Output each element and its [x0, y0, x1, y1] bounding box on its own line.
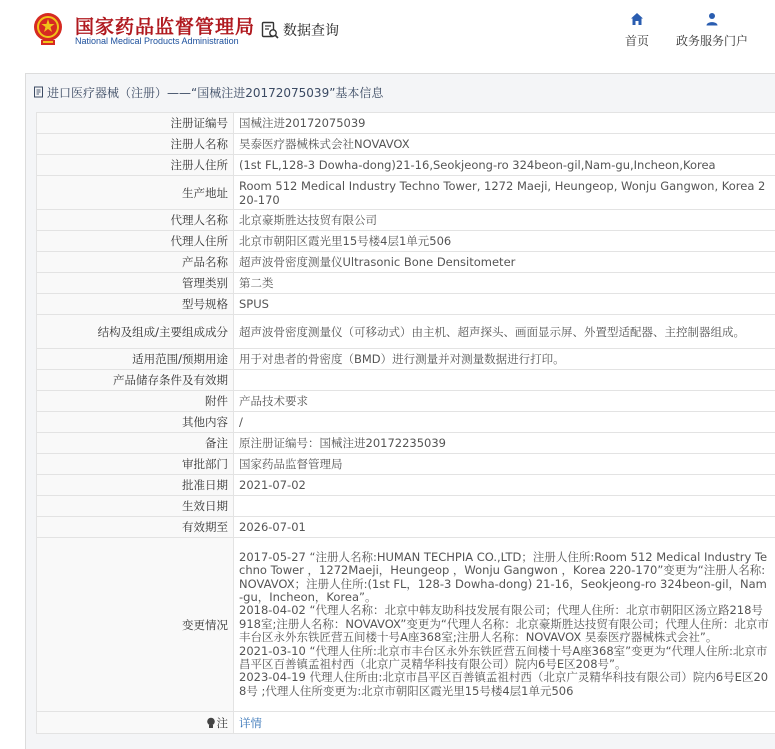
- row-label: 其他内容: [37, 412, 234, 433]
- data-query-icon: [261, 21, 279, 39]
- row-value: 超声波骨密度测量仪Ultrasonic Bone Densitometer: [234, 252, 775, 273]
- row-value: 第二类: [234, 273, 775, 294]
- row-label: 型号规格: [37, 294, 234, 315]
- row-label: 批准日期: [37, 475, 234, 496]
- row-value: (1st FL,128-3 Dowha-dong)21-16,Seokjeong-ro 324beon-gil,Nam-gu,Incheon,Korea: [234, 155, 775, 176]
- table-row: [37, 454, 775, 475]
- row-value: 2021-07-02: [234, 475, 775, 496]
- row-value: [234, 496, 775, 517]
- row-label: 适用范围/预期用途: [37, 349, 234, 370]
- row-value: 超声波骨密度测量仪（可移动式）由主机、超声探头、画面显示屏、外置型适配器、主控制器组成。: [234, 315, 775, 349]
- row-label: 代理人名称: [37, 210, 234, 231]
- change-history-value: [234, 538, 775, 712]
- row-label: 备注: [37, 433, 234, 454]
- change-history-label: 变更情况: [37, 538, 234, 712]
- row-value: 国家药品监督管理局: [234, 454, 775, 475]
- row-label: 管理类别: [37, 273, 234, 294]
- row-label: 审批部门: [37, 454, 234, 475]
- table-row: [37, 231, 775, 252]
- table-row: [37, 176, 775, 210]
- row-label: 有效期至: [37, 517, 234, 538]
- panel-title-text: 进口医疗器械（注册）——“国械注进20172075039”基本信息: [47, 85, 384, 100]
- detail-panel: [25, 73, 775, 749]
- details-link[interactable]: 详情: [239, 715, 262, 730]
- nav-home-label: 首页: [624, 34, 649, 48]
- row-value: /: [234, 412, 775, 433]
- row-label: 产品储存条件及有效期: [37, 370, 234, 391]
- row-label: 附件: [37, 391, 234, 412]
- row-label: 生效日期: [37, 496, 234, 517]
- row-value: Room 512 Medical Industry Techno Tower, 1272 Maeji, Heungeop, Wonju Gangwon, Korea 220-170: [234, 176, 775, 210]
- note-label-cell: [37, 712, 234, 734]
- change-entry: 2023-04-19 代理人住所由:北京市昌平区百善镇孟祖村西（北京广灵精华科技有限公司）院内6号E区208号 ;代理人住所变更为:北京市朝阳区霞光里15号楼4层1单元506: [239, 670, 769, 698]
- row-value: 产品技术要求: [234, 391, 775, 412]
- table-row: [37, 349, 775, 370]
- home-icon: [630, 12, 644, 26]
- row-value: 原注册证编号：国械注进20172235039: [234, 433, 775, 454]
- nav-service-label: 政务服务门户: [675, 34, 748, 48]
- table-row: [37, 273, 775, 294]
- row-value: 2026-07-01: [234, 517, 775, 538]
- info-table: [36, 112, 775, 734]
- row-label: 生产地址: [37, 176, 234, 210]
- row-label: 注册证编号: [37, 113, 234, 134]
- table-row: [37, 252, 775, 273]
- row-value: [234, 370, 775, 391]
- data-query-label: 数据查询: [283, 23, 339, 39]
- row-value: 北京市朝阳区霞光里15号楼4层1单元506: [234, 231, 775, 252]
- row-label: 注册人名称: [37, 134, 234, 155]
- note-row: [37, 712, 775, 734]
- row-value: 国械注进20172075039: [234, 113, 775, 134]
- lightbulb-icon: [206, 717, 216, 729]
- table-row: [37, 475, 775, 496]
- note-value: [234, 712, 775, 734]
- table-row: [37, 496, 775, 517]
- table-row: [37, 113, 775, 134]
- row-label: 结构及组成/主要组成成分: [37, 315, 234, 349]
- row-label: 注册人住所: [37, 155, 234, 176]
- table-row: [37, 370, 775, 391]
- row-value: 北京豪斯胜达技贸有限公司: [234, 210, 775, 231]
- data-query-link[interactable]: [261, 19, 339, 41]
- change-entry: 2017-05-27 “注册人名称:HUMAN TECHPIA CO.,LTD；注册人住所:Room 512 Medical Industry Techno Tower ，1272Maeji，Heungeop ，Wonju Gangwon ，Korea 220-170”变更为“注册人名称:NOVAVOX；注册人住所:(1st FL，128-3 Dowha-dong) 21-16，Seokjeong-ro 324beon-gil，Nam-gu，Incheon，Korea”。: [239, 549, 768, 604]
- table-row: [37, 294, 775, 315]
- table-row: [37, 433, 775, 454]
- org-name-cn: 国家药品监督管理局: [75, 16, 256, 38]
- table-row: [37, 517, 775, 538]
- change-history-row: [37, 538, 775, 712]
- row-label: 代理人住所: [37, 231, 234, 252]
- row-value: SPUS: [234, 294, 775, 315]
- user-icon: [705, 12, 719, 26]
- table-row: [37, 210, 775, 231]
- row-value: 用于对患者的骨密度（BMD）进行测量并对测量数据进行打印。: [234, 349, 775, 370]
- document-icon: [33, 86, 45, 98]
- table-row: [37, 155, 775, 176]
- table-row: [37, 315, 775, 349]
- table-row: [37, 134, 775, 155]
- org-name-en: National Medical Products Administration: [75, 36, 239, 46]
- site-header: [0, 0, 775, 62]
- table-row: [37, 391, 775, 412]
- nav-service-portal[interactable]: [667, 12, 757, 49]
- national-emblem-icon: [32, 11, 64, 47]
- note-label: 注: [216, 715, 228, 730]
- change-entry: 2021-03-10 “代理人住所:北京市丰台区永外东铁匠营五间楼十号A座368室”变更为“代理人住所:北京市昌平区百善镇孟祖村西（北京广灵精华科技有限公司）院内6号E区208号”。: [239, 643, 768, 672]
- row-value: 昊泰医疗器械株式会社NOVAVOX: [234, 134, 775, 155]
- table-row: [37, 412, 775, 433]
- row-label: 产品名称: [37, 252, 234, 273]
- panel-title: [33, 84, 383, 100]
- change-entry: 2018-04-02 “代理人名称：北京中韩友助科技发展有限公司；代理人住所：北京市朝阳区汤立路218号918室;注册人名称：NOVAVOX”变更为“代理人名称：北京豪斯胜达技贸有限公司；代理人住所：北京市丰台区永外东铁匠营五间楼十号A座368室;注册人名称：NOVAVOX 昊泰医疗器械株式会社”。: [239, 603, 769, 645]
